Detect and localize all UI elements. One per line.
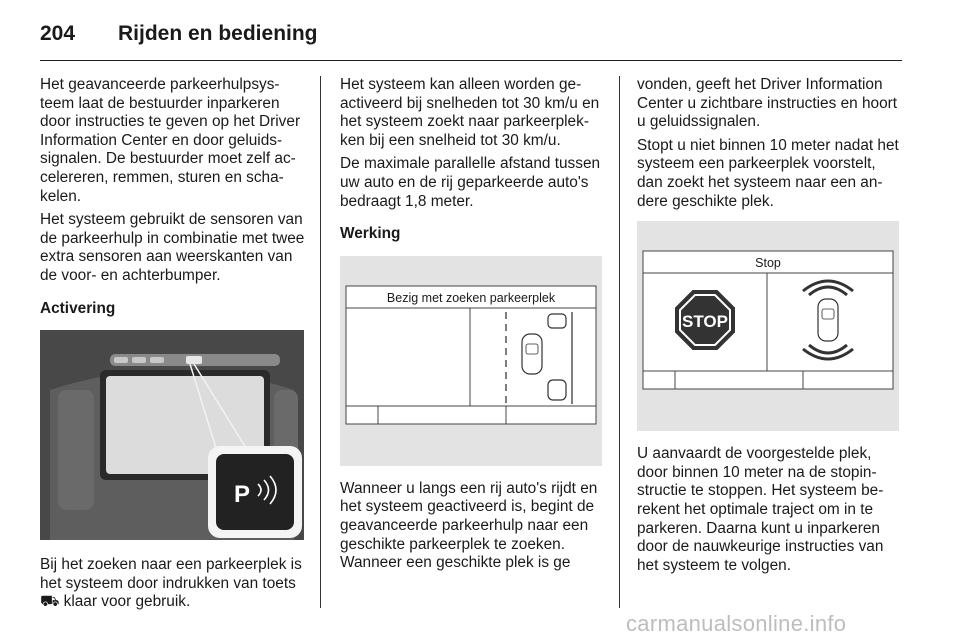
page-number: 204 xyxy=(40,22,76,45)
driver-info-center-search-screen xyxy=(340,256,602,466)
dashboard-drawing xyxy=(40,330,304,540)
paragraph: Stopt u niet binnen 10 meter nadat het systeem een parkeerplek voorstelt, dan zoekt het systeem naar een andere geschikte plek. xyxy=(637,136,899,210)
own-car-icon xyxy=(818,299,838,341)
search-screen-drawing xyxy=(340,256,602,466)
section-heading-activering: Activering xyxy=(40,299,116,317)
screen-title: Stop xyxy=(755,256,781,271)
dashboard-illustration xyxy=(40,330,304,540)
paragraph: Het systeem gebruikt de sensoren van de parkeerhulp in combinatie met twee extra sensoren aan weerskanten van de voor- en achterbumper. xyxy=(40,211,305,284)
paragraph: vonden, geeft het Driver Information Center u zichtbare instructies en hoort u geluidssignalen. xyxy=(637,76,898,131)
column-divider-2 xyxy=(619,76,620,608)
paragraph: Wanneer u langs een rij auto's rijdt en het systeem geactiveerd is, begint de geavanceerde parkeerhulp naar een geschikte parkeerplek te zoeken. Wanneer een geschikte plek is ge xyxy=(340,479,598,572)
paragraph: Het geavanceerde parkeerhulpsysteem laat de bestuurder inparkeren door instructies te geven op het Driver Information Center en door geluidssignalen. De bestuurder moet zelf accelereren, remmen, sturen en schakelen. xyxy=(40,76,301,205)
paragraph: De maximale parallelle afstand tussen uw auto en de rij geparkeerde auto's bedraagt 1,8 meter. xyxy=(340,155,601,210)
section-heading-werking: Werking xyxy=(340,225,401,243)
stop-sign-text: STOP xyxy=(682,312,728,332)
parked-car-icon xyxy=(548,380,566,400)
column-2 xyxy=(340,76,604,578)
park-assist-button-label: P xyxy=(234,481,251,509)
stop-screen-drawing xyxy=(637,221,899,431)
header-divider xyxy=(40,60,902,61)
parked-car-icon xyxy=(548,314,566,328)
paragraph: Het systeem kan alleen worden geactiveerd bij snelheden tot 30 km/u en het systeem zoekt naar parkeerplekken bij een snelheid tot 30 km/u. xyxy=(340,76,600,149)
screen-title: Bezig met zoeken parkeerplek xyxy=(386,290,556,305)
paragraph: Bij het zoeken naar een parkeerplek is het systeem door indrukken van toets ⛟ klaar voor gebruik. xyxy=(40,556,302,611)
paragraph: U aanvaardt de voorgestelde plek, door binnen 10 meter na de stopinstructie te stoppen. Het systeem berekent het optimale traject om in te parkeren. Daarna kunt u inparkeren door de nauwkeurige instructies van het systeem te volgen. xyxy=(637,445,884,574)
column-divider-1 xyxy=(320,76,321,608)
column-3 xyxy=(637,76,902,580)
driver-info-center-stop-screen xyxy=(637,221,899,431)
column-1 xyxy=(40,76,305,617)
page-header xyxy=(40,18,902,62)
watermark: carmanualsonline.info xyxy=(626,611,847,636)
page-title: Rijden en bediening xyxy=(118,22,318,45)
